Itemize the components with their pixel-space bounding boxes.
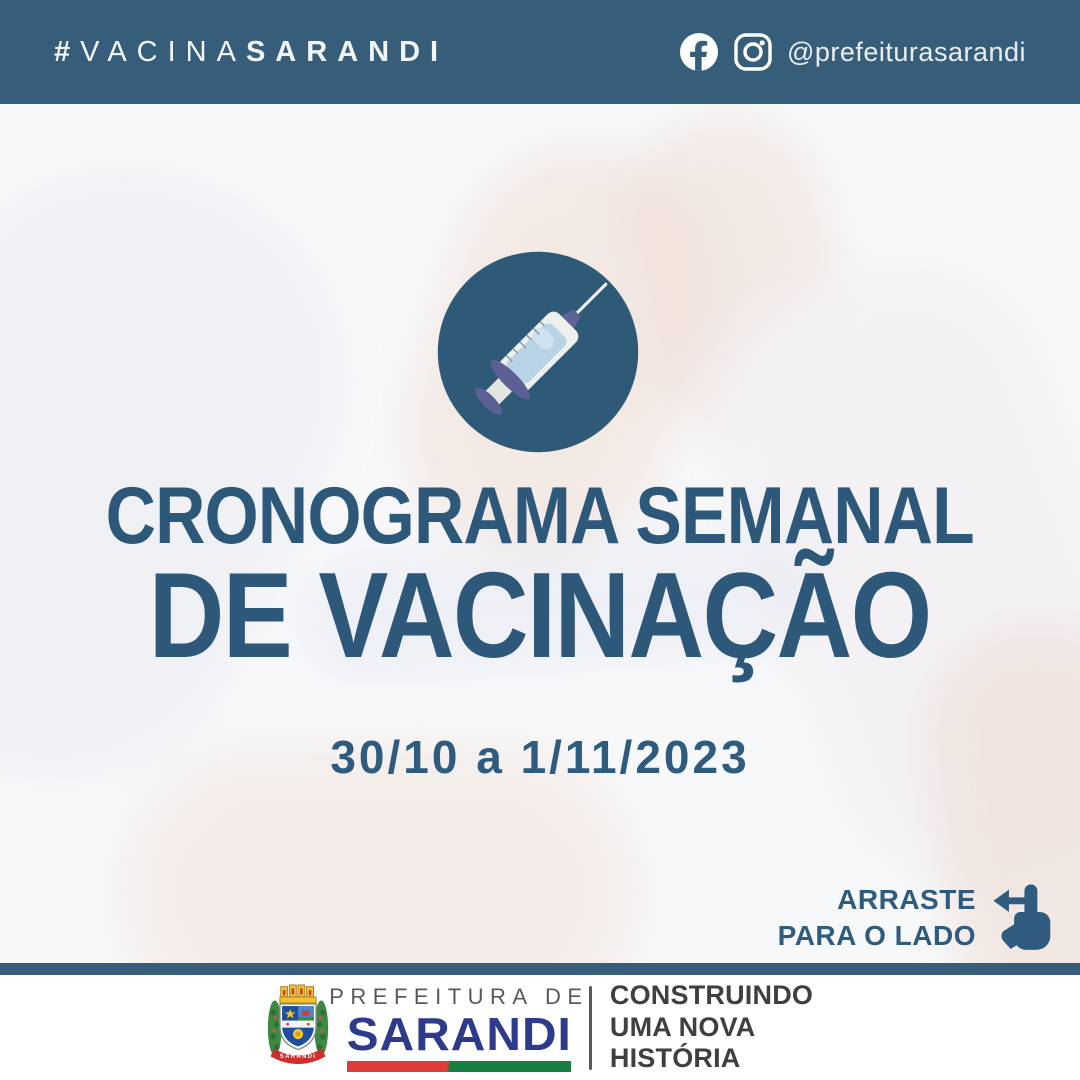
swipe-label-line-1: ARRASTE: [837, 884, 976, 915]
footer: [0, 975, 1080, 1080]
swipe-label: [778, 882, 976, 955]
top-bar: [0, 0, 1080, 104]
title-line-2: DE VACINAÇÃO: [149, 547, 931, 683]
sarandi-coat-of-arms: [267, 981, 329, 1075]
swipe-label-line-2: PARA O LADO: [777, 920, 976, 952]
footer-accent-strip: [0, 963, 1080, 975]
facebook-icon[interactable]: [679, 32, 719, 72]
social-links: [679, 32, 1026, 72]
swipe-cue[interactable]: [778, 882, 1052, 955]
slogan-line-3: HISTÓRIA: [609, 1043, 741, 1074]
page-title: [0, 471, 1080, 683]
slogan-line-2: UMA NOVA: [609, 1011, 756, 1042]
syringe-icon: [433, 247, 643, 457]
campaign-hashtag: [54, 36, 448, 69]
footer-divider: [589, 986, 592, 1070]
slogan-line-1: CONSTRUINDO: [609, 979, 814, 1010]
sarandi-wordmark: SARANDI: [346, 1007, 572, 1060]
main-content: [0, 104, 1080, 963]
title-line-1: CRONOGRAMA SEMANAL: [105, 471, 975, 561]
hashtag-light-part: VACINA: [80, 35, 246, 68]
hashtag-bold-part: SARANDI: [245, 35, 449, 68]
slogan: [610, 980, 813, 1076]
prefeitura-logo: [329, 983, 589, 1072]
instagram-icon[interactable]: [733, 32, 773, 72]
social-handle[interactable]: @prefeiturasarandi: [786, 36, 1026, 67]
hashtag-symbol: #: [54, 35, 81, 68]
red-green-stripe: [347, 1061, 571, 1072]
prefeitura-de-label: PREFEITURA DE: [329, 983, 589, 1009]
date-range: 30/10 a 1/11/2023: [330, 731, 750, 783]
crest-ribbon-label: SARANDI: [279, 1053, 317, 1060]
swipe-left-hand-icon: [990, 882, 1052, 954]
